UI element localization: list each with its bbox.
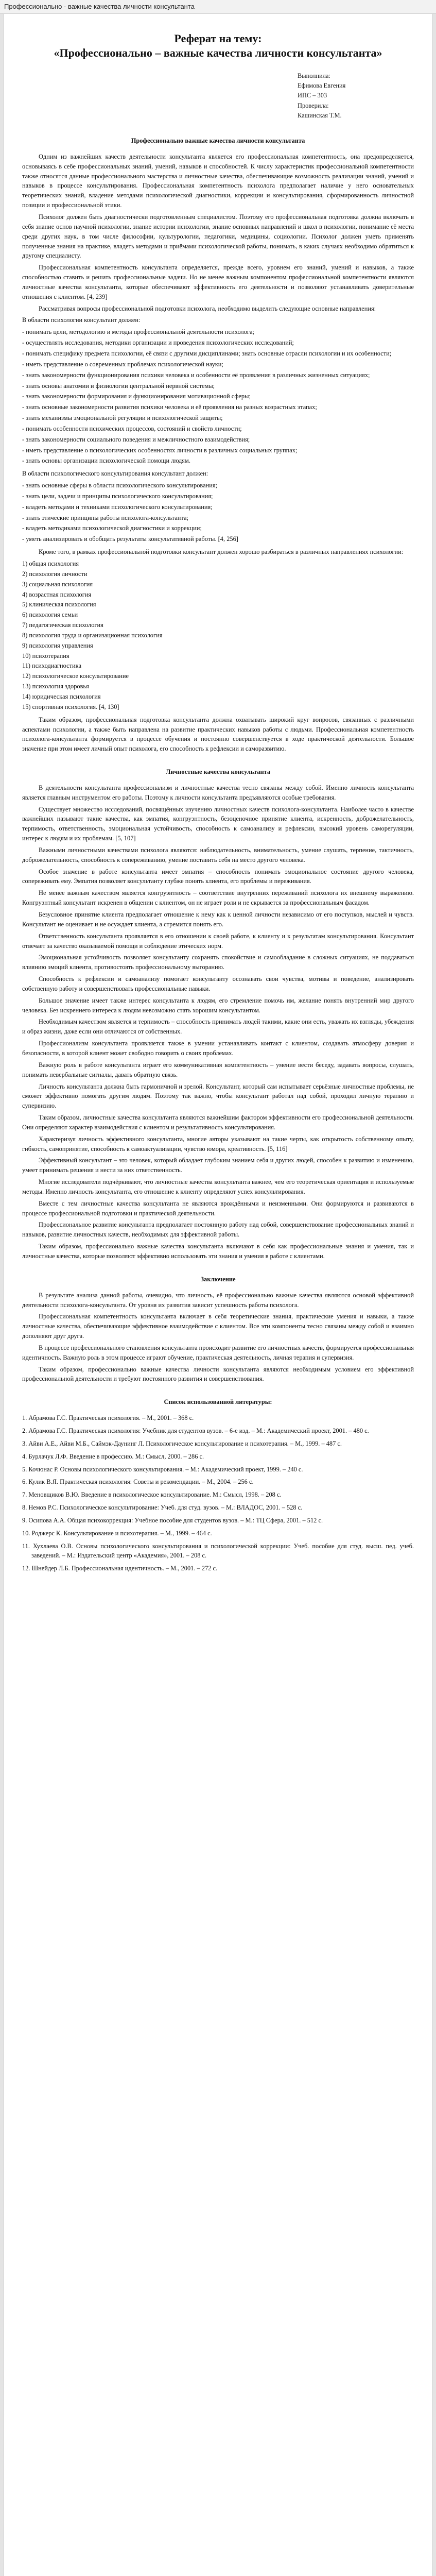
paragraph: Не менее важным качеством является конгруэнтность – соответствие внутренних переживаний психолога их внешнему выражению. Конгруэнтный консультант искренен в общении с клиентом, он не играет роли и не скрывается за профессиональным фасадом. [22,889,414,907]
paragraph: Одним из важнейших качеств деятельности консультанта является его профессиональная компетентность, она предопределяется, основываясь в себе профессиональных знаний, умений, навыков и способностей. К числу характеристик профессиональной компетентности также относятся данные профессионального мастерства и личностные качества, обеспечивающие возможность реализации знаний, умений и навыков в процессе консультирования. Профессиональная компетентность психолога предполагает наличие у него основательных теоретических знаний, владение методами психологической диагностики, коррекции и консультирования, сформированность личностной позиции и профессиональной этики. [22,152,414,209]
branches-list [22,559,414,712]
list-item: 2) психология личности [22,570,88,578]
paragraph: Эффективный консультант – это человек, который обладает глубоким знанием себя и других людей, способен к развитию и изменению, умеет принимать решения и нести за них ответственность. [22,1157,414,1174]
list-item: 4) возрастная психология [22,590,92,598]
paragraph: Существует множество исследований, посвящённых изучению личностных качеств психолога-консультанта. Наиболее часто в качестве важнейших называют такие качества, как эмпатия, конгруэнтность, безоценочное принятие клиента, искренность, доброжелательность, терпимость, ответственность, эмоциональная устойчивость, способность к самоанализу и рефлексии, высокий уровень саморегуляции, интерес к людям и их проблемам. [5, 107] [22,805,414,842]
list-item: - знать цели, задачи и принципы психологического консультирования; [22,492,414,501]
meta-line: Проверила: [298,101,329,109]
window-titlebar [0,0,436,14]
paragraph: Психолог должен быть диагностически подготовленным специалистом. Поэтому его профессиональная подготовка должна включать в себя знание основ научной психологии, знание истории психологии, знание основных направлений и школ в психологии, понимание её места среди других наук, в том числе философии, культурологии, педагогики, медицины, социологии. Психолог должен уметь применять полученные знания на практике, владеть методами и приёмами психологической работы, понимать, в каких случаях необходимо обратиться к другому специалисту. [22,213,414,260]
paragraph: Таким образом, профессионально важные качества личности консультанта являются необходимым условием его эффективной профессиональной деятельности и требуют постоянного развития и совершенствования. [22,1365,414,1383]
reference-item: 2. Абрамова Г.С. Практическая психология: Учебник для студентов вузов. – 6-е изд. – М.: Академический проект, 2001. – 480 с. [22,1427,369,1434]
list-item: 10) психотерапия [22,652,69,659]
reference-item: 5. Кочюнас Р. Основы психологического консультирования. – М.: Академический проект, 1999. – 240 с. [22,1465,303,1473]
reference-item: 7. Меновщиков В.Ю. Введение в психологическое консультирование. М.: Смысл, 1998. – 208 с. [22,1491,282,1499]
paragraph: Важными личностными качествами психолога являются: наблюдательность, внимательность, умение слушать, терпение, тактичность, доброжелательность, способность к сопереживанию, умение поставить себя на место другого человека. [22,846,414,863]
meta-line: ИПС – 303 [298,92,327,99]
list-item: 15) спортивная психология. [4, 130] [22,703,119,710]
list-item: - знать основные сферы в области психологического консультирования; [22,481,414,490]
reference-item: 8. Немов Р.С. Психологическое консультирование: Учеб. для студ. вузов. – М.: ВЛАДОС, 2001. – 528 с. [22,1504,303,1512]
document-content [22,31,414,1577]
list-item: - владеть методиками психологической диагностики и коррекции; [22,523,414,533]
list-item: - знать основы анатомии и физиологии центральной нервной системы; [22,381,414,391]
list-item: - знать закономерности социального поведения и межличностного взаимодействия; [22,435,414,445]
list-item: - владеть методами и техниками психологического консультирования; [22,502,414,512]
author-block [298,71,414,121]
paragraph: Характеризуя личность эффективного консультанта, многие авторы указывают на такие черты, как открытость собственному опыту, гибкость, самопринятие, способность к самоактуализации, чувство юмора, креативность. [5, 116] [22,1135,414,1153]
paragraph: В результате анализа данной работы, очевидно, что личность, её профессионально важные качества являются основой эффективной деятельности психолога-консультанта. От уровня их развития зависит успешность работы психолога. [22,1291,414,1309]
paragraph: В деятельности консультанта профессионализм и личностные качества тесно связаны между собой. Именно личность консультанта является главным инструментом его работы. Поэтому к личности консультанта предъявляются особые требования. [22,784,414,801]
list-item: 12) психологическое консультирование [22,672,129,680]
list-item: - знать основы организации психологической помощи людям. [22,456,414,466]
document-page [3,13,433,2576]
reference-item: 6. Кулик В.Я. Практическая психология: Советы и рекомендации. – М., 2004. – 256 с. [22,1478,254,1486]
list-item: 8) психология труда и организационная психология [22,631,163,639]
list-item: 1) общая психология [22,560,79,567]
paragraph: В процессе профессионального становления консультанта происходит развитие его личностных качеств, формируется профессиональная идентичность. Важную роль в этом процессе играют обучение, практическая деятельность, личная терапия и супервизия. [22,1344,414,1361]
paragraph: Эмоциональная устойчивость позволяет консультанту сохранять спокойствие и самообладание в сложных ситуациях, не поддаваться влиянию эмоций клиента, противостоять профессиональному выгоранию. [22,954,414,971]
paragraph: Таким образом, профессионально важные качества консультанта включают в себя как профессиональные знания и умения, так и личностные качества, которые позволяют эффективно использовать эти знания и умения в работе с клиентами. [22,1243,414,1260]
reference-item: 4. Бурлачук Л.Ф. Введение в профессию. М.: Смысл, 2000. – 286 с. [22,1452,204,1460]
title-line-1: Реферат на тему: [174,32,262,45]
list-item: - понимать цели, методологию и методы профессиональной деятельности психолога; [22,327,414,337]
list-item: - знать закономерности формирования и функционирования мотивационной сферы; [22,392,414,401]
paragraph-group [22,547,414,557]
section-title: Личностные качества консультанта [165,768,271,776]
list-item: - знать этические принципы работы психолога-консультанта; [22,513,414,523]
paragraph: Профессиональное развитие консультанта предполагает постоянную работу над собой, совершенствование профессиональных знаний и навыков, развитие личностных качеств, необходимых для эффективной работы. [22,1221,414,1239]
paragraph: Таким образом, личностные качества консультанта являются важнейшим фактором эффективности его профессиональной деятельности. Они определяют характер взаимодействия с клиентом и результативность консультирования. [22,1114,414,1131]
title-line-2: «Профессионально – важные качества личности консультанта» [54,46,382,59]
paragraph: Таким образом, профессиональная подготовка консультанта должна охватывать широкий круг вопросов, связанных с различными аспектами психологии, а также быть направлена на развитие практических навыков работы с людьми. Профессиональная компетентность психолога-консультанта формируется в процессе обучения и постоянно совершенствуется в ходе практической деятельности. Большое значение при этом имеет личный опыт психолога, его способность к рефлексии и саморазвитию. [22,716,414,753]
list-item: - уметь анализировать и обобщать результаты консультативной работы. [4, 256] [22,534,414,544]
paragraph: Ответственность консультанта проявляется в его отношении к своей работе, к клиенту и к результатам консультирования. Консультант отвечает за качество оказываемой помощи и соблюдение этических норм. [22,932,414,950]
paragraph: Способность к рефлексии и самоанализу помогает консультанту осознавать свои чувства, мотивы и поведение, анализировать собственную работу и совершенствовать профессиональные навыки. [22,975,414,992]
reference-item: 3. Айви А.Е., Айви М.Б., Саймэк-Даунинг Л. Психологическое консультирование и психотерапия. – М., 1999. – 487 с. [22,1439,342,1447]
paragraph: Важную роль в работе консультанта играет его коммуникативная компетентность – умение вести беседу, задавать вопросы, слушать, понимать невербальные сигналы, давать обратную связь. [22,1061,414,1078]
list-heading: В области психологического консультирования консультант должен: [22,470,208,478]
paragraph: Многие исследователи подчёркивают, что личностные качества консультанта важнее, чем его теоретическая ориентация и используемые методы. Именно личность консультанта, его отношение к клиенту определяют успех консультирования. [22,1178,414,1195]
list-item: - понимать специфику предмета психологии, её связи с другими дисциплинами; знать основные отрасли психологии и их особенности; [22,349,414,359]
paragraph: Безусловное принятие клиента предполагает отношение к нему как к ценной личности независимо от его поступков, мыслей и чувств. Консультант не оценивает и не осуждает клиента, а стремится понять его. [22,911,414,928]
paragraph: Личность консультанта должна быть гармоничной и зрелой. Консультант, который сам испытывает серьёзные личностные проблемы, не сможет эффективно помогать другим людям. Поэтому так важно, чтобы консультант работал над собой, проходил личную терапию и супервизию. [22,1082,414,1110]
paragraph: Особое значение в работе консультанта имеет эмпатия – способность понимать эмоциональное состояние другого человека, сопереживать ему. Эмпатия позволяет консультанту глубже понять клиента, его проблемы и переживания. [22,868,414,885]
list-item: - иметь представление о современных проблемах психологической науки; [22,360,414,369]
list-item: - осуществлять исследования, методики организации и проведения психологических исследований; [22,338,414,348]
list-item: 5) клиническая психология [22,601,96,608]
requirements-list [22,327,414,466]
reference-item: 9. Осипова А.А. Общая психокоррекция: Учебное пособие для студентов вузов. – М.: ТЦ Сфера, 2001. – 512 с. [22,1516,323,1524]
paragraph-group [22,715,414,754]
list-item: - знать механизмы эмоциональной регуляции и психологической защиты; [22,413,414,423]
paragraph: Профессиональная компетентность консультанта включает в себя теоретические знания, практические умения и навыки, а также личностные качества, обеспечивающие эффективное взаимодействие с клиентом. Все эти компоненты тесно связаны между собой и взаимно дополняют друг друга. [22,1313,414,1340]
reference-item: 10. Роджерс К. Консультирование и психотерапия. – М., 1999. – 464 с. [22,1529,212,1537]
list-heading: В области психологии консультант должен: [22,316,141,324]
requirements-list [22,481,414,544]
section-title: Заключение [200,1275,236,1283]
list-item: 6) психология семьи [22,611,78,619]
window-title: Профессионально - важные качества личности консультанта [4,3,195,10]
section-title: Профессионально важные качества личности консультанта [131,137,305,145]
section-intro [22,152,414,314]
list-item: - иметь представление о психологических особенностях личности в различных социальных группах; [22,446,414,455]
paragraph-group [22,783,414,1261]
paragraph: Рассматривая вопросы профессиональной подготовки психолога, необходимо выделить следующие основные направления: [39,304,376,312]
paragraph: Большое значение имеет также интерес консультанта к людям, его стремление помочь им, желание понять внутренний мир другого человека. Без искреннего интереса к людям невозможно стать хорошим консультантом. [22,996,414,1014]
paragraph-group [22,1291,414,1384]
reference-item: 1. Абрамова Г.С. Практическая психология. – М., 2001. – 368 с. [22,1414,194,1422]
list-item: 3) социальная психология [22,580,93,588]
paragraph: Необходимым качеством является и терпимость – способность принимать людей такими, какие они есть, уважать их взгляды, убеждения и образ жизни, даже если они отличаются от собственных. [22,1018,414,1036]
meta-line: Ефимова Евгения [298,82,346,90]
paragraph: Профессионализм консультанта проявляется также в умении устанавливать контакт с клиентом, создавать атмосферу доверия и безопасности, в которой клиент может свободно говорить о своих проблемах. [22,1040,414,1057]
list-item: 11) психодиагностика [22,662,82,670]
meta-line: Выполнила: [298,72,330,79]
list-item: 9) психология управления [22,641,93,649]
reference-item: 11. Хухлаева О.В. Основы психологического консультирования и психологической коррекции: Учеб. пособие для студ. высш. пед. учеб. заведений. – М.: Издательский центр «Академия», 2001. – 208 с. [22,1542,414,1560]
paragraph: Вместе с тем личностные качества консультанта не являются врождёнными и неизменными. Они формируются и развиваются в процессе профессиональной подготовки и практической деятельности. [22,1199,414,1217]
paragraph: Профессиональная компетентность консультанта определяется, прежде всего, уровнем его знаний, умений и навыков, а также способностью ставить и решать профессиональные задачи. Но не менее важным компонентом профессиональной компетентности являются личностные качества консультанта, которые обеспечивают эффективность его деятельности и позволяют устанавливать доверительные отношения с клиентом. [4, 239] [22,264,414,300]
meta-line: Кашинская Т.М. [298,111,342,119]
list-item: - знать закономерности функционирования психики человека и особенности её проявления в различных жизненных ситуациях; [22,370,414,380]
paragraph: Кроме того, в рамках профессиональной подготовки консультант должен хорошо разбираться в различных направлениях психологии: [39,548,404,556]
list-item: 14) юридическая психология [22,692,101,700]
list-item: 13) психология здоровья [22,683,89,690]
list-item: - понимать особенности психических процессов, состояний и свойств личности; [22,424,414,434]
list-item: - знать основные закономерности развития психики человека и её проявления на разных возрастных этапах; [22,402,414,412]
reference-item: 12. Шнейдер Л.Б. Профессиональная идентичность. – М., 2001. – 272 с. [22,1565,218,1572]
references-title: Список использованной литературы: [164,1398,272,1406]
references-list [22,1413,414,1573]
list-item: 7) педагогическая психология [22,621,103,629]
